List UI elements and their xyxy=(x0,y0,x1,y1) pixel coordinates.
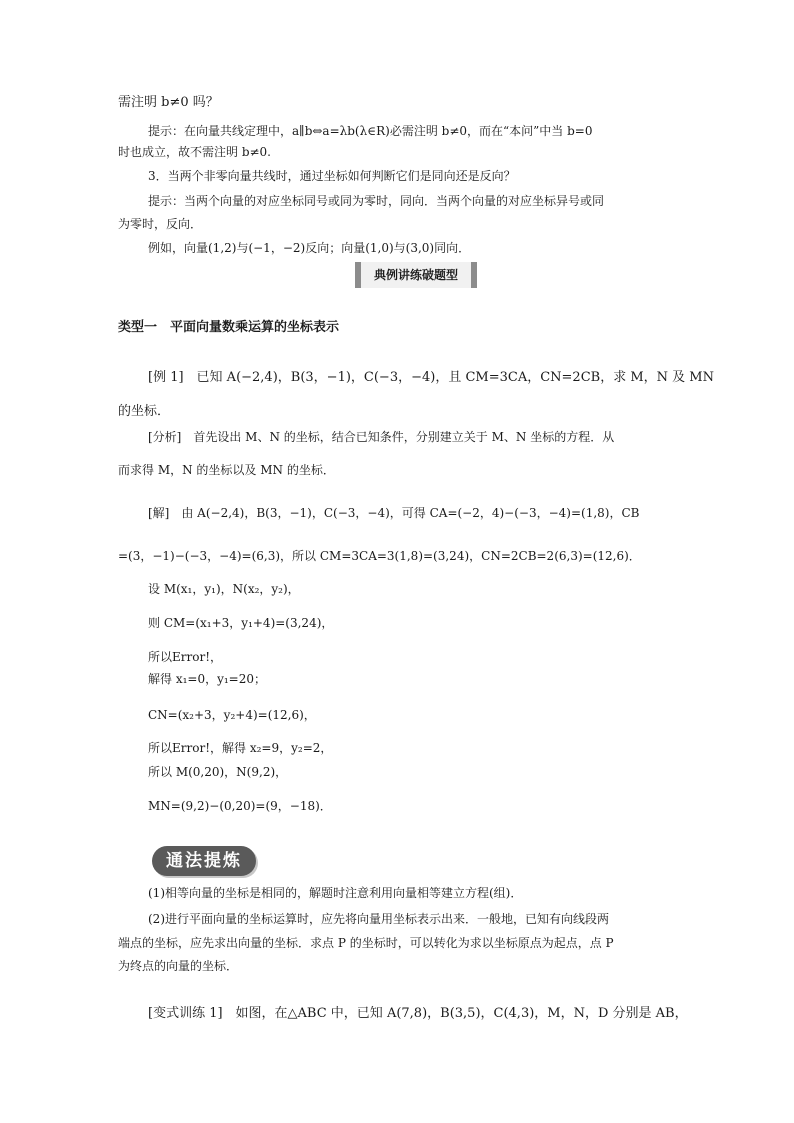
method-text: (1)相等向量的坐标是相同的，解题时注意利用向量相等建立方程(组)． xyxy=(148,886,523,900)
method-text: 为终点的向量的坐标． xyxy=(118,959,239,973)
hint-text: 时也成立，故不需注明 b≠0. xyxy=(118,145,272,159)
hint-text: 为零时，反向． xyxy=(118,217,203,231)
method-text: (2)进行平面向量的坐标运算时，应先将向量用坐标表示出来．一般地，已知有向线段两 xyxy=(148,912,610,926)
exercise-statement: [变式训练 1] 如图，在△ABC 中，已知 A(7,8)，B(3,5)，C(4,3)，M，N，D 分别是 AB， xyxy=(148,1006,688,1021)
solution-text: 则 CM=(x₁+3，y₁+4)=(3,24)， xyxy=(148,616,334,630)
hint-text: 提示：当两个向量的对应坐标同号或同为零时，同向．当两个向量的对应坐标异号或同 xyxy=(148,194,605,208)
question-text: 3．当两个非零向量共线时，通过坐标如何判断它们是同向还是反向？ xyxy=(148,169,516,183)
solution-text: [解] 由 A(−2,4)，B(3，−1)，C(−3，−4)，可得 CA=(−2，4)−(−3，−4)=(1,8)，CB xyxy=(148,506,640,520)
solution-text: 解得 x₁=0，y₁=20； xyxy=(148,672,266,686)
solution-text: =(3，−1)−(−3，−4)=(6,3)，所以 CM=3CA=3(1,8)=(3,24)，CN=2CB=2(6,3)=(12,6)． xyxy=(118,549,641,563)
text-line: 需注明 b≠0 吗？ xyxy=(118,95,219,110)
example-statement: [例 1] 已知 A(−2,4)，B(3，−1)，C(−3，−4)，且 CM=3CA，CN=2CB，求 M，N 及 MN xyxy=(148,370,714,385)
method-badge: 通法提炼 xyxy=(152,846,256,876)
solution-text: 设 M(x₁，y₁)，N(x₂，y₂)， xyxy=(148,582,300,596)
solution-text: 所以 M(0,20)，N(9,2)， xyxy=(148,765,288,779)
solution-text: 所以Error!， xyxy=(148,650,223,664)
analysis-text: 而求得 M，N 的坐标以及 MN 的坐标． xyxy=(118,463,335,477)
example-statement: 的坐标． xyxy=(118,404,171,419)
method-text: 端点的坐标，应先求出向量的坐标．求点 P 的坐标时，可以转化为求以坐标原点为起点，点 P xyxy=(118,936,614,950)
hint-text: 提示：在向量共线定理中，a∥b⇔a=λb(λ∈R)必需注明 b≠0，而在“本问”中当 b=0 xyxy=(148,124,593,138)
section-heading: 类型一 平面向量数乘运算的坐标表示 xyxy=(118,320,340,335)
section-banner: 典例讲练破题型 xyxy=(355,262,477,288)
solution-text: 所以Error!，解得 x₂=9，y₂=2， xyxy=(148,741,333,755)
solution-text: MN=(9,2)−(0,20)=(9，−18)． xyxy=(148,799,332,813)
solution-text: CN=(x₂+3，y₂+4)=(12,6)， xyxy=(148,708,316,722)
example-text: 例如，向量(1,2)与(−1，−2)反向；向量(1,0)与(3,0)同向． xyxy=(148,241,471,255)
analysis-text: [分析] 首先设出 M、N 的坐标，结合已知条件，分别建立关于 M、N 坐标的方程．从 xyxy=(148,430,615,444)
